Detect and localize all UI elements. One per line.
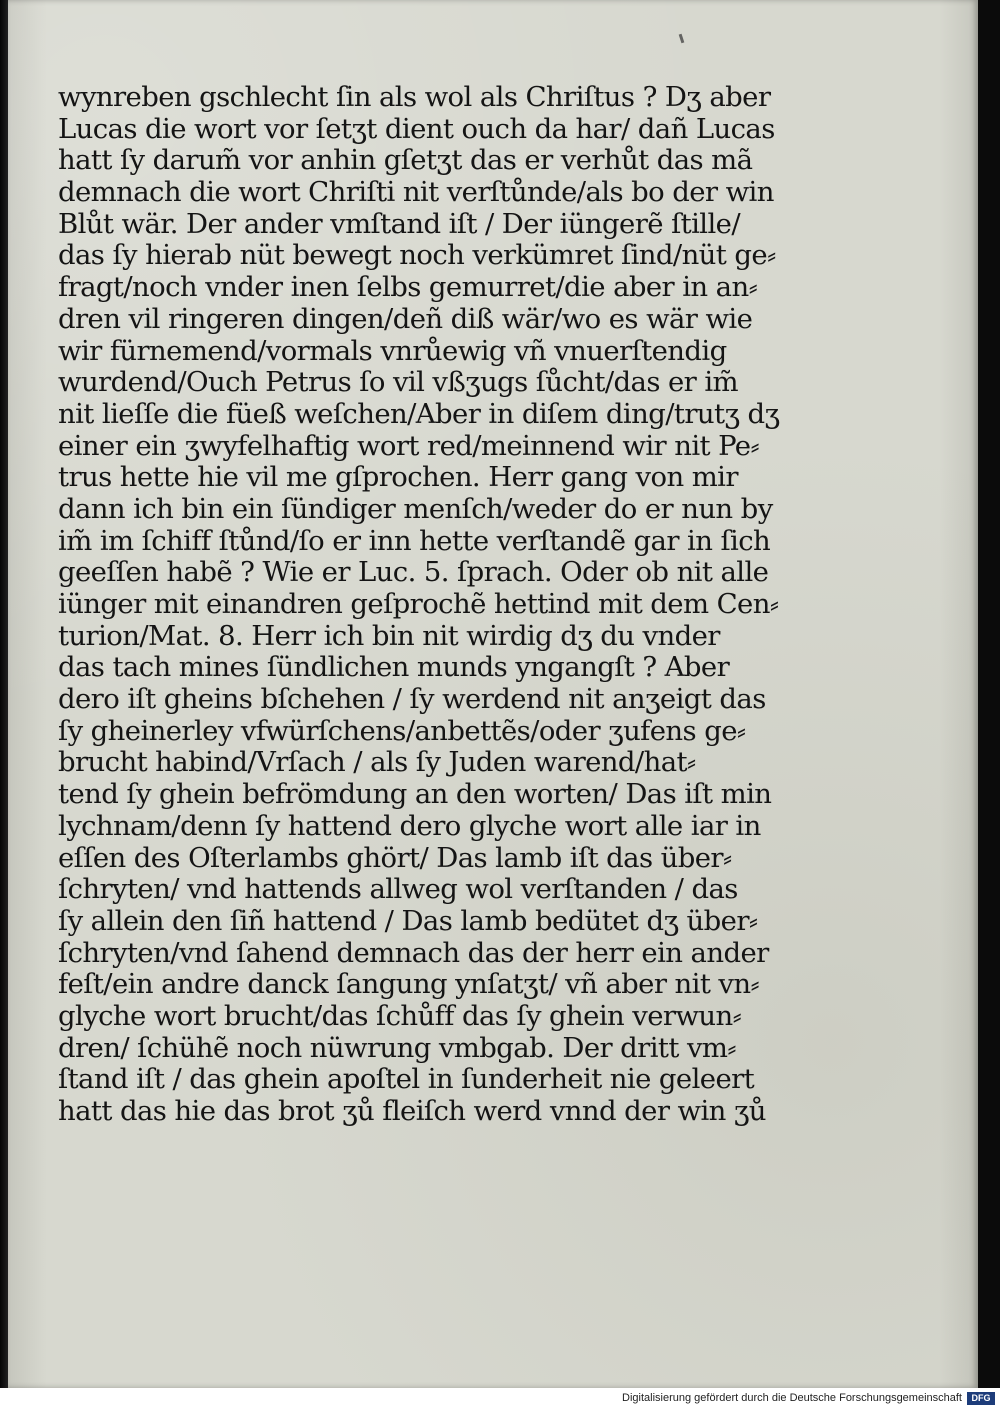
page-mark — [679, 34, 685, 43]
text-line: das tach mines ſündlichen munds yngangſt ? Aber — [58, 651, 730, 684]
text-line: fragt/noch vnder inen ſelbs gemurret/die aber in an⸗ — [58, 271, 758, 304]
text-line: glyche wort brucht/das ſchůff das ſy ghein verwun⸗ — [58, 999, 742, 1032]
text-line: im̃ im ſchiff ſtůnd/ſo er inn hette verſtandẽ gar in ſich — [58, 524, 771, 557]
text-line: nit lieſſe die füeß weſchen/Aber in diſem ding/trutʒ dʒ — [58, 397, 780, 430]
text-line: eſſen des Oſterlambs ghört/ Das lamb iſt das über⸗ — [58, 841, 732, 874]
text-line: wynreben gschlecht ſin als wol als Chriſtus ? Dʒ aber — [58, 81, 771, 113]
text-line: ſchryten/ vnd hattends allweg wol verſtanden / das — [58, 873, 738, 906]
text-line: feſt/ein andre danck ſangung ynſatʒt/ vñ aber nit vn⸗ — [58, 968, 760, 1001]
text-line: iünger mit einandren geſprochẽ hettind mit dem Cen⸗ — [58, 588, 779, 620]
text-line: ſtand iſt / das ghein apoſtel in ſunderheit nie geleert — [58, 1063, 755, 1096]
text-line: einer ein ʒwyfelhaftig wort red/meinnend wir nit Pe⸗ — [58, 429, 760, 462]
footer-credit: Digitalisierung gefördert durch die Deutsche Forschungsgemeinschaft — [622, 1392, 962, 1404]
text-line: tend ſy ghein befrömdung an den worten/ Das iſt min — [58, 778, 772, 811]
text-line: dren vil ringeren dingen/deñ diß wär/wo es wär wie — [58, 302, 753, 335]
text-line: Blůt wär. Der ander vmſtand iſt / Der iüngerẽ ſtille/ — [58, 207, 741, 240]
dfg-logo-icon: DFG — [967, 1392, 995, 1405]
text-line: wir fürnemend/vormals vnrůewig vñ vnuerſtendig — [58, 334, 727, 367]
page-text-block — [58, 81, 780, 1128]
text-line: wurdend/Ouch Petrus ſo vil vßʒugs ſůcht/das er im̃ — [58, 366, 739, 399]
text-line: hatt das hie das brot ʒů fleiſch werd vnnd der win ʒů — [58, 1095, 766, 1127]
text-line: geeſſen habẽ ? Wie er Luc. 5. ſprach. Oder ob nit alle — [58, 556, 769, 589]
text-line: demnach die wort Chriſti nit verſtůnde/als bo der win — [58, 176, 774, 209]
text-line: lychnam/denn ſy hattend dero glyche wort alle iar in — [58, 809, 761, 842]
text-line: Lucas die wort vor ſetʒt dient ouch da har/ dañ Lucas — [58, 112, 775, 145]
text-line: dero iſt gheins bſchehen / ſy werdend nit anʒeigt das — [58, 683, 766, 716]
text-line: ſy gheinerley vfwürſchens/anbettẽs/oder ʒufens ge⸗ — [58, 714, 746, 747]
text-line: das ſy hierab nüt bewegt noch verkümret ſind/nüt ge⸗ — [58, 239, 776, 272]
book-page — [8, 0, 978, 1388]
text-line: trus hette hie vil me gſprochen. Herr gang von mir — [58, 461, 738, 494]
text-line: turion/Mat. 8. Herr ich bin nit wirdig dʒ du vnder — [58, 619, 720, 652]
footer-strip — [0, 1388, 1000, 1408]
text-line: hatt ſy darum̃ vor anhin gſetʒt das er verhůt das mã — [58, 144, 753, 177]
text-line: brucht habind/Vrſach / als ſy Juden warend/hat⸗ — [58, 746, 696, 779]
text-line: ſy allein den ſiñ hattend / Das lamb bedütet dʒ über⸗ — [58, 904, 758, 937]
text-line: ſchryten/vnd ſahend demnach das der herr ein ander — [58, 936, 769, 969]
text-line: dren/ ſchühẽ noch nüwrung vmbgab. Der dritt vm⸗ — [58, 1031, 736, 1064]
text-line: dann ich bin ein ſündiger menſch/weder do er nun by — [58, 492, 773, 525]
